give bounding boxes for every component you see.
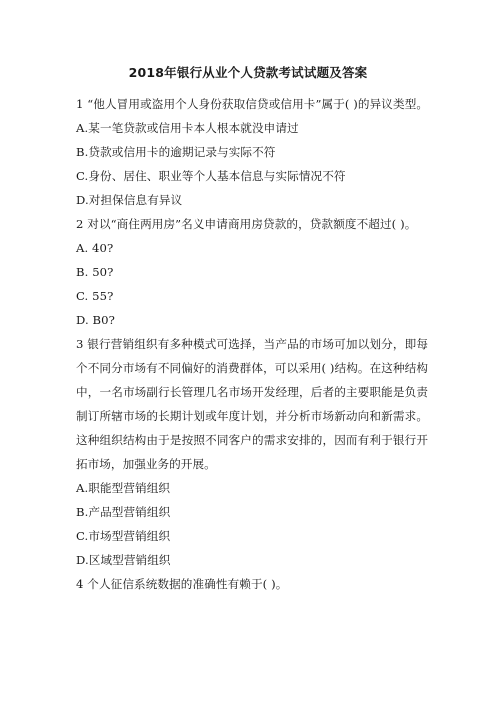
option-c: C. 55? xyxy=(76,289,114,303)
question-1 xyxy=(76,92,428,212)
option-c: C.身份、居住、职业等个人基本信息与实际情况不符 xyxy=(76,169,346,183)
question-stem: 4 个人征信系统数据的准确性有赖于( )。 xyxy=(76,577,288,591)
question-3 xyxy=(76,332,428,572)
option-a: A. 40? xyxy=(76,241,114,255)
question-stem: 1 “他人冒用或盗用个人身份获取信贷或信用卡”属于( )的异议类型。 xyxy=(76,97,429,111)
option-d: D.对担保信息有异议 xyxy=(76,193,183,207)
question-2 xyxy=(76,212,428,332)
option-b: B.贷款或信用卡的逾期记录与实际不符 xyxy=(76,145,276,159)
question-stem: 2 对以“商住两用房”名义申请商用房贷款的，贷款额度不超过( )。 xyxy=(76,217,417,231)
option-a: A.职能型营销组织 xyxy=(76,481,171,495)
question-stem: 3 银行营销组织有多种模式可选择，当产品的市场可加以划分，即每个不同分市场有不同偏好的消费群体，可以采用( )结构。在这种结构中，一名市场副行长管理几名市场开发经理，后者的主要职能是负责制订所辖市场的长期计划或年度计划，并分析市场新动向和新需求。这种组织结构由于是按照不同客户的需求安排的，因而有利于银行开拓市场，加强业务的开展。 xyxy=(76,337,428,471)
question-4 xyxy=(76,572,428,596)
option-b: B.产品型营销组织 xyxy=(76,505,171,519)
option-c: C.市场型营销组织 xyxy=(76,529,171,543)
option-d: D.区域型营销组织 xyxy=(76,553,171,567)
document-title: 2018年银行从业个人贷款考试试题及答案 xyxy=(128,65,368,80)
option-d: D. B0? xyxy=(76,313,115,327)
option-b: B. 50? xyxy=(76,265,114,279)
document-body xyxy=(76,92,428,596)
option-a: A.某一笔贷款或信用卡本人根本就没申请过 xyxy=(76,121,299,135)
